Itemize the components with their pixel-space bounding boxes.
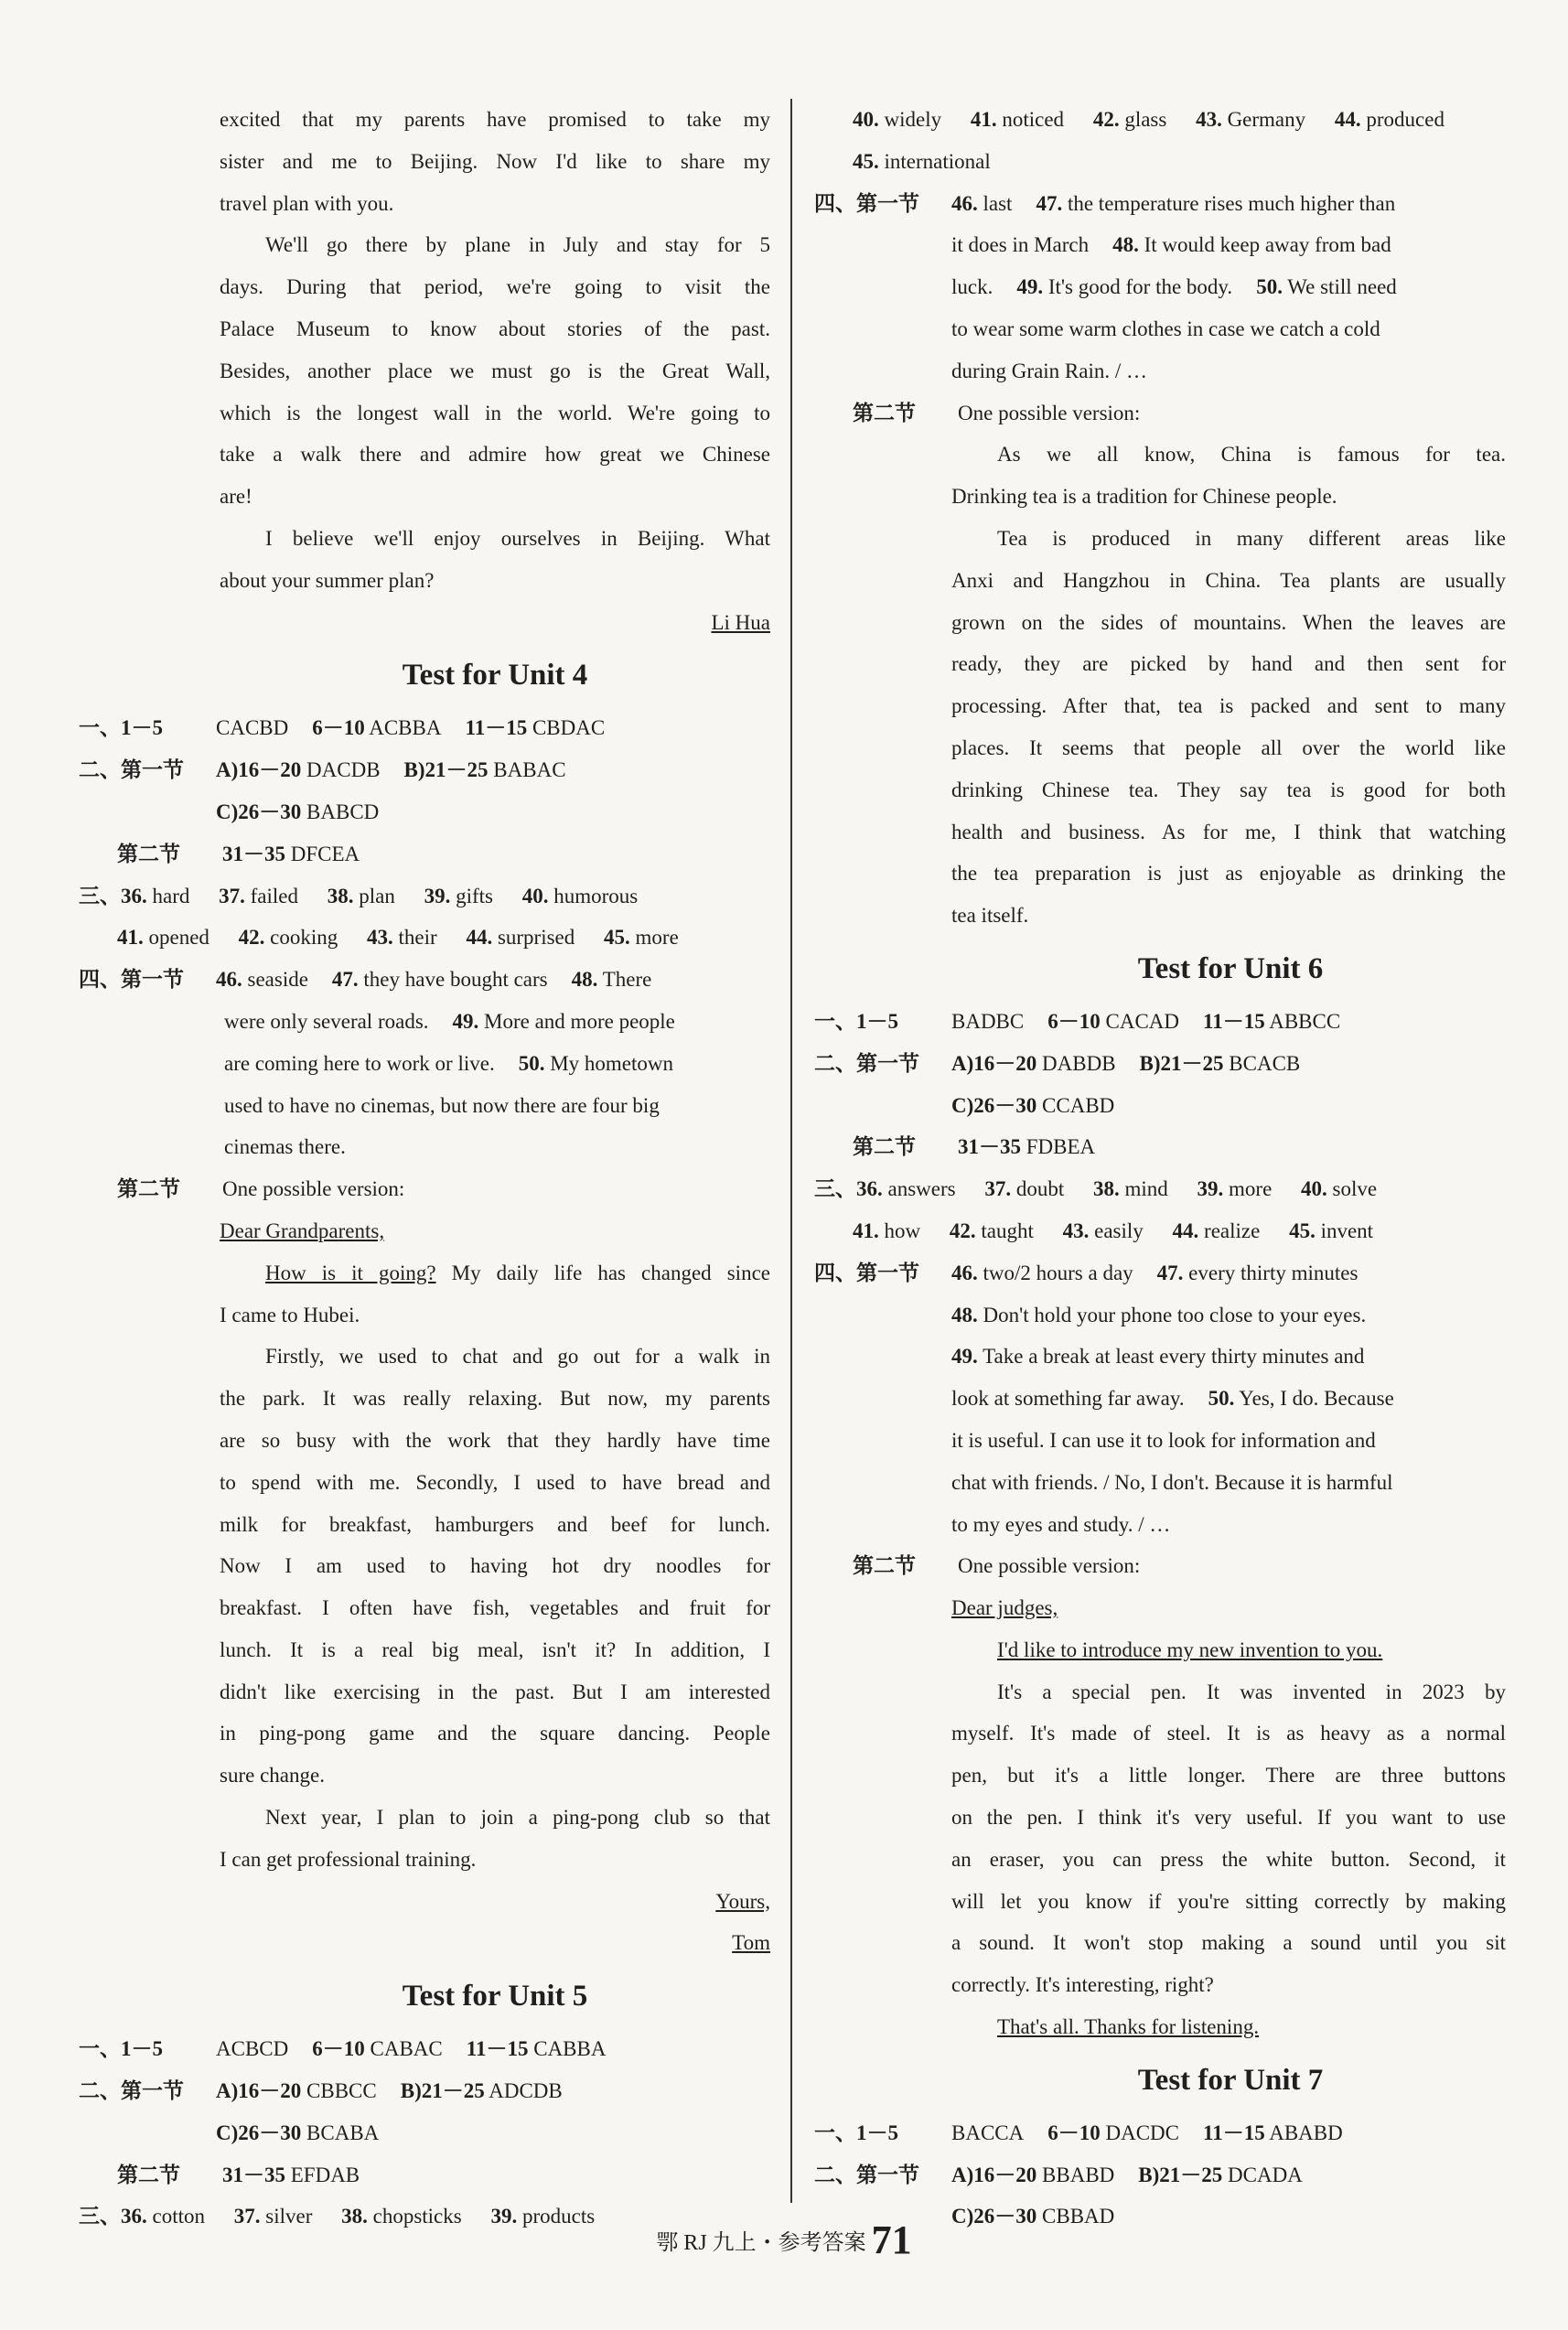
- answer-line: were only several roads. 49. More and more people: [224, 1009, 675, 1033]
- essay-line: the park. It was really relaxing. But now, my parents: [220, 1387, 770, 1411]
- essay-line: tea itself.: [951, 904, 1029, 928]
- essay-line: breakfast. I often have fish, vegetables and fruit for: [220, 1596, 770, 1620]
- answer-line: C)26－30 BCABA: [216, 2121, 380, 2144]
- answer-line: 三、36. cotton 37. silver 38. chopsticks 39. products: [79, 2205, 596, 2228]
- essay-line: How is it going? My daily life has changed since: [265, 1261, 770, 1284]
- answer-line: during Grain Rain. / …: [951, 359, 1147, 382]
- essay-line: the tea preparation is just as enjoyable as drinking the: [951, 862, 1506, 886]
- essay-line: myself. It's made of steel. It is as heavy as a normal: [951, 1722, 1506, 1745]
- grandparents-letter: [79, 1210, 770, 1964]
- essay-line: sister and me to Beijing. Now I'd like to share my: [220, 149, 770, 173]
- essay-line: I'd like to introduce my new invention to you.: [997, 1637, 1383, 1661]
- essay-line: sure change.: [220, 1764, 325, 1788]
- answer-line: 一、1－5 BACCA 6－10 DACDC 11－15 ABABD: [814, 2121, 1343, 2144]
- essay-line: Besides, another place we must go is the Great Wall,: [220, 359, 770, 382]
- essay-line: are so busy with the work that they hardly have time: [220, 1428, 770, 1452]
- answer-line: 三、36. answers 37. doubt 38. mind 39. more 40. solve: [814, 1177, 1378, 1201]
- answer-line: 一、1－5 ACBCD 6－10 CABAC 11－15 CABBA: [79, 2037, 607, 2061]
- unit5-title: Test for Unit 5: [402, 1980, 588, 2013]
- answer-line: 四、第一节 46. seaside 47. they have bought cars 48. There: [79, 968, 652, 992]
- essay-line: milk for breakfast, hamburgers and beef for lunch.: [220, 1512, 770, 1536]
- answer-line: 第二节 31－35 FDBEA: [853, 1135, 1096, 1159]
- essay-line: take a walk there and admire how great we Chinese: [220, 443, 770, 467]
- essay-line: As we all know, China is famous for tea.: [997, 443, 1506, 467]
- page-footer: [0, 2217, 1568, 2263]
- essay-line: on the pen. I think it's very useful. If you want to use: [951, 1806, 1506, 1830]
- answer-line: look at something far away. 50. Yes, I do. Because: [951, 1387, 1394, 1411]
- essay-line: didn't like exercising in the past. But I am interested: [220, 1680, 770, 1703]
- essay-line: drinking Chinese tea. They say tea is good for both: [951, 778, 1506, 801]
- tea-essay: [814, 434, 1506, 937]
- letter-greeting: Dear judges,: [951, 1596, 1058, 1620]
- answer-line: are coming here to work or live. 50. My hometown: [224, 1051, 674, 1075]
- unit4-title: Test for Unit 4: [402, 659, 588, 693]
- answer-line: C)26－30 CCABD: [951, 1093, 1115, 1117]
- answer-line: 第二节 One possible version:: [853, 401, 1141, 424]
- right-column: [814, 99, 1506, 2238]
- essay-line: processing. After that, tea is packed and sent to many: [951, 694, 1506, 718]
- answer-line: C)26－30 BABCD: [216, 800, 380, 823]
- essay-line: in ping-pong game and the square dancing. People: [220, 1722, 770, 1745]
- page-number: 71: [871, 2217, 912, 2262]
- essay-line: lunch. It is a real big meal, isn't it? In addition, I: [220, 1637, 770, 1661]
- essay-line: ready, they are picked by hand and then sent for: [951, 652, 1506, 676]
- essay-line: It's a special pen. It was invented in 2023 by: [997, 1680, 1506, 1703]
- essay-line: an eraser, you can press the white button. Second, it: [951, 1847, 1506, 1871]
- answer-line: 四、第一节 46. last 47. the temperature rises much higher than: [814, 191, 1396, 215]
- essay-line: will let you know if you're sitting correctly by making: [951, 1889, 1506, 1913]
- essay-line: Anxi and Hangzhou in China. Tea plants are usually: [951, 568, 1506, 592]
- answer-line: 第二节 One possible version:: [117, 1177, 405, 1201]
- essay-line: travel plan with you.: [220, 191, 394, 215]
- essay-line: pen, but it's a little longer. There are three buttons: [951, 1764, 1506, 1788]
- essay-line: health and business. As for me, I think that watching: [951, 820, 1506, 843]
- footer-text: 鄂 RJ 九上・参考答案: [656, 2231, 866, 2255]
- signature: Li Hua: [711, 610, 770, 634]
- answer-line: 49. Take a break at least every thirty minutes and: [951, 1345, 1365, 1369]
- essay-line: Tea is produced in many different areas like: [997, 526, 1506, 550]
- answer-line: 第二节 31－35 EFDAB: [117, 2163, 360, 2186]
- invention-letter: [814, 1587, 1506, 2048]
- answer-line: used to have no cinemas, but now there are four big: [224, 1093, 660, 1117]
- answer-line: 41. opened 42. cooking 43. their 44. surprised 45. more: [117, 926, 679, 950]
- answer-line: 二、第一节 A)16－20 DABDB B)21－25 BCACB: [814, 1051, 1301, 1075]
- left-column: [79, 99, 770, 2238]
- answer-line: 41. how 42. taught 43. easily 44. realize 45. invent: [853, 1219, 1374, 1242]
- letter-greeting: Dear Grandparents,: [220, 1219, 385, 1242]
- essay-line: I came to Hubei.: [220, 1303, 360, 1326]
- answer-line: 二、第一节 A)16－20 DACDB B)21－25 BABAC: [79, 758, 566, 782]
- essay-line: about your summer plan?: [220, 568, 435, 592]
- essay-line: correctly. It's interesting, right?: [951, 1973, 1214, 1997]
- answer-line: luck. 49. It's good for the body. 50. We still need: [951, 275, 1397, 299]
- essay-line: Palace Museum to know about stories of the past.: [220, 317, 770, 340]
- answer-line: 三、36. hard 37. failed 38. plan 39. gifts 40. humorous: [79, 884, 639, 907]
- answer-line: 45. international: [853, 149, 991, 173]
- essay-line: which is the longest wall in the world. We're going to: [220, 401, 770, 424]
- letter-closing: That's all. Thanks for listening.: [997, 2015, 1260, 2039]
- answer-line: 四、第一节 46. two/2 hours a day 47. every thirty minutes: [814, 1261, 1359, 1284]
- essay-line: excited that my parents have promised to take my: [220, 108, 770, 131]
- column-divider: [790, 99, 792, 2203]
- answer-line: 第二节 31－35 DFCEA: [117, 842, 360, 865]
- answer-line: C)26－30 CBBAD: [951, 2205, 1115, 2228]
- answer-line: it is useful. I can use it to look for information and: [951, 1428, 1376, 1452]
- essay-line: a sound. It won't stop making a sound until you sit: [951, 1931, 1506, 1955]
- unit6-title: Test for Unit 6: [1137, 951, 1324, 985]
- essay-line: days. During that period, we're going to visit the: [220, 275, 770, 299]
- essay-line: We'll go there by plane in July and stay for 5: [265, 233, 770, 257]
- essay-line: are!: [220, 485, 252, 509]
- essay-line: places. It seems that people all over the world like: [951, 736, 1506, 759]
- answer-line: to my eyes and study. / …: [951, 1512, 1171, 1536]
- answer-line: 48. Don't hold your phone too close to your eyes.: [951, 1303, 1367, 1326]
- essay-line: to spend with me. Secondly, I used to have bread and: [220, 1470, 770, 1494]
- answer-line: to wear some warm clothes in case we catch a cold: [951, 317, 1380, 340]
- answer-line: chat with friends. / No, I don't. Because it is harmful: [951, 1470, 1393, 1494]
- essay-line: Now I am used to having hot dry noodles for: [220, 1554, 770, 1578]
- answer-line: 第二节 One possible version:: [853, 1554, 1141, 1578]
- answer-line: it does in March 48. It would keep away from bad: [951, 233, 1391, 257]
- travel-essay: [79, 99, 770, 643]
- letter-closing: Yours,: [715, 1889, 770, 1913]
- letter-signature: Tom: [732, 1931, 770, 1955]
- essay-line: grown on the sides of mountains. When the leaves are: [951, 610, 1506, 634]
- answer-line: 二、第一节 A)16－20 CBBCC B)21－25 ADCDB: [79, 2079, 563, 2103]
- essay-line: Next year, I plan to join a ping-pong club so that: [265, 1806, 770, 1830]
- essay-line: Firstly, we used to chat and go out for a walk in: [265, 1345, 770, 1369]
- answer-line: cinemas there.: [224, 1135, 346, 1159]
- unit7-title: Test for Unit 7: [1137, 2063, 1324, 2097]
- answer-line: 一、1－5 CACBD 6－10 ACBBA 11－15 CBDAC: [79, 716, 606, 740]
- essay-line: I can get professional training.: [220, 1847, 477, 1871]
- answer-line: 一、1－5 BADBC 6－10 CACAD 11－15 ABBCC: [814, 1009, 1341, 1033]
- answer-line: 二、第一节 A)16－20 BBABD B)21－25 DCADA: [814, 2163, 1303, 2186]
- essay-line: Drinking tea is a tradition for Chinese people.: [951, 485, 1337, 509]
- essay-line: I believe we'll enjoy ourselves in Beijing. What: [265, 526, 770, 550]
- answer-line: 40. widely 41. noticed 42. glass 43. Germany 44. produced: [853, 108, 1444, 131]
